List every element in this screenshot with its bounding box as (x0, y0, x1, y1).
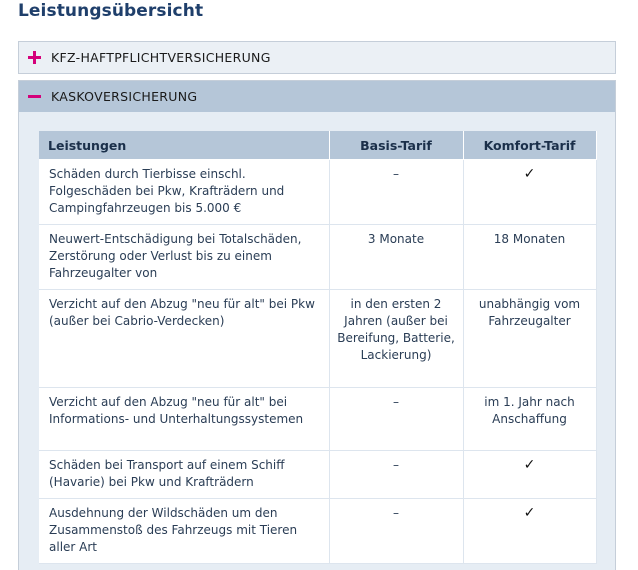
leistung-cell: Neuwert-Entschädigung bei Totalschäden, Zerstörung oder Verlust bis zu einem Fahrzeugalter von (39, 225, 329, 290)
table-row (39, 160, 596, 225)
table-row (39, 388, 596, 451)
komfort-cell (463, 499, 596, 564)
accordion-title: KASKOVERSICHERUNG (51, 89, 198, 104)
leistung-cell: Verzicht auf den Abzug "neu für alt" bei Pkw (außer bei Cabrio-Verdecken) (39, 290, 329, 388)
basis-cell: – (329, 160, 463, 225)
column-header-komfort-tarif: Komfort-Tarif (463, 131, 596, 160)
accordion-header-kfz-haftpflicht[interactable] (19, 42, 615, 73)
accordion-kfz-haftpflicht (18, 41, 616, 74)
table-row (39, 499, 596, 564)
basis-cell: – (329, 388, 463, 451)
komfort-cell: im 1. Jahr nach Anschaffung (463, 388, 596, 451)
column-header-basis-tarif: Basis-Tarif (329, 131, 463, 160)
accordion-kaskoversicherung (18, 80, 616, 570)
leistung-cell: Schäden durch Tierbisse einschl. Folgeschäden bei Pkw, Krafträdern und Campingfahrzeugen bis 5.000 € (39, 160, 329, 225)
table-header-row (39, 131, 596, 160)
basis-cell: – (329, 499, 463, 564)
leistung-cell: Schäden bei Transport auf einem Schiff (Havarie) bei Pkw und Krafträdern (39, 451, 329, 499)
page-title: Leistungsübersicht (18, 1, 204, 21)
plus-icon (28, 51, 41, 64)
table-row (39, 225, 596, 290)
komfort-cell (463, 160, 596, 225)
komfort-cell: 18 Monaten (463, 225, 596, 290)
basis-cell: – (329, 451, 463, 499)
table-row (39, 290, 596, 388)
komfort-cell: unabhängig vom Fahrzeugalter (463, 290, 596, 388)
minus-icon (28, 90, 41, 103)
komfort-cell (463, 451, 596, 499)
check-icon: ✓ (523, 166, 536, 182)
accordion-title: KFZ-HAFTPFLICHTVERSICHERUNG (51, 50, 271, 65)
leistungen-table (39, 131, 597, 564)
leistung-cell: Verzicht auf den Abzug "neu für alt" bei Informations- und Unterhaltungssystemen (39, 388, 329, 451)
column-header-leistungen: Leistungen (39, 131, 329, 160)
leistung-cell: Ausdehnung der Wildschäden um den Zusammenstoß des Fahrzeugs mit Tieren aller Art (39, 499, 329, 564)
accordion-header-kaskoversicherung[interactable] (19, 81, 615, 112)
basis-cell: 3 Monate (329, 225, 463, 290)
basis-cell: in den ersten 2 Jahren (außer bei Bereifung, Batterie, Lackierung) (329, 290, 463, 388)
check-icon: ✓ (523, 457, 536, 473)
check-icon: ✓ (523, 505, 536, 521)
table-row (39, 451, 596, 499)
